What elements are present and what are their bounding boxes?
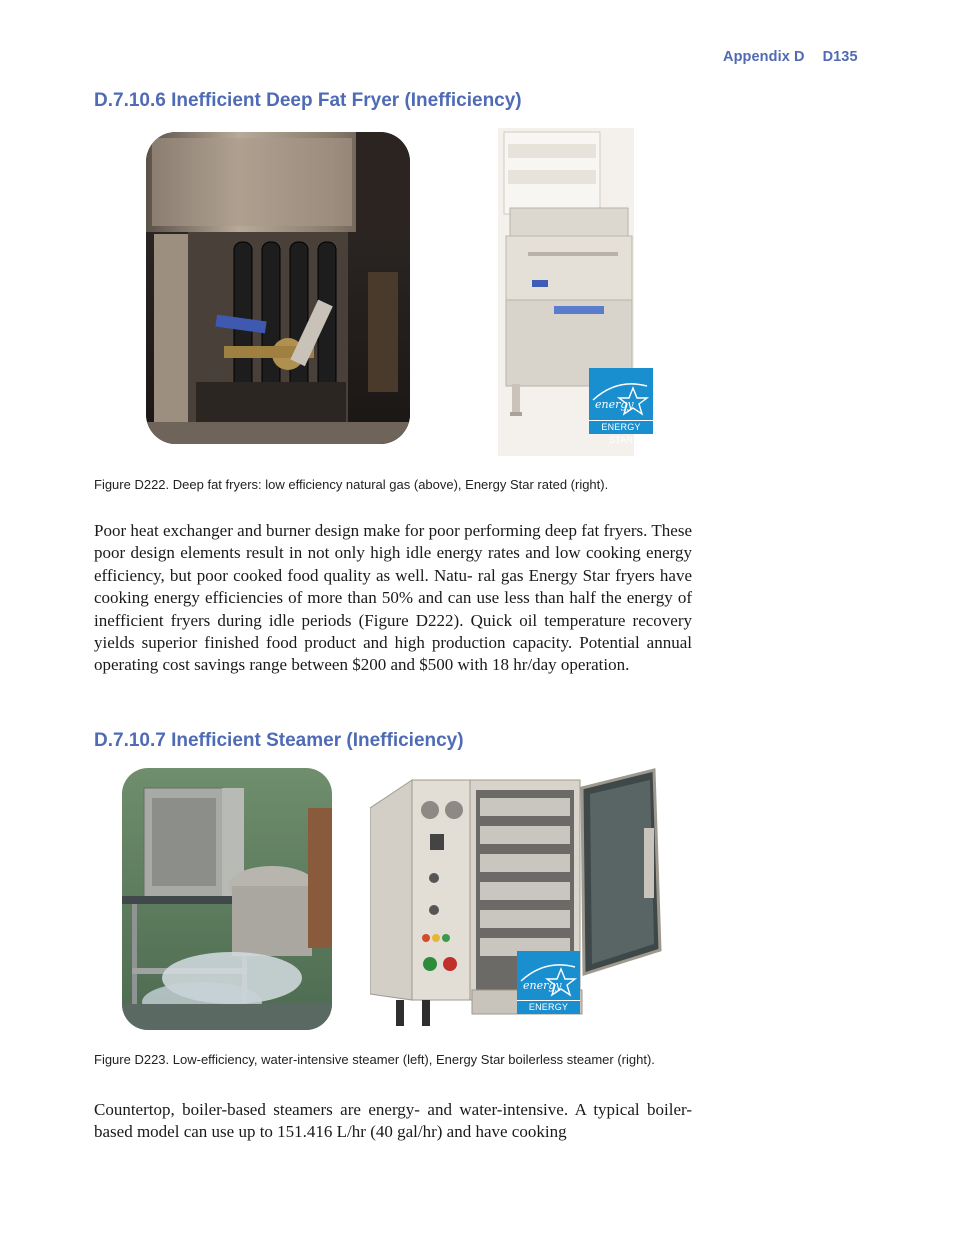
energy-star-badge-steamer	[517, 951, 580, 1025]
energy-star-badge	[589, 368, 653, 445]
page-number: D135	[822, 49, 858, 65]
energy-star-logo-icon	[517, 951, 580, 1001]
section-heading-steamer: D.7.10.7 Inefficient Steamer (Inefficiency)	[94, 730, 464, 751]
energy-star-label: ENERGY STAR	[517, 1000, 580, 1014]
figure-caption-d222: Figure D222. Deep fat fryers: low efficiency natural gas (above), Energy Star rated (right).	[94, 477, 609, 492]
energy-star-script: energy	[595, 398, 634, 411]
appendix-label: Appendix D	[723, 49, 805, 65]
section-heading-fryer: D.7.10.6 Inefficient Deep Fat Fryer (Inefficiency)	[94, 90, 522, 111]
energy-star-logo-icon	[589, 368, 653, 421]
running-head	[723, 49, 858, 65]
old-steamer-photo	[122, 768, 332, 1030]
steamer-paragraph: Countertop, boiler-based steamers are energy- and water-intensive. A typical boiler-based model can use up to 151.416 L/hr (40 gal/hr) and have cooking	[94, 1100, 692, 1142]
energy-star-label: ENERGY STAR	[589, 420, 653, 434]
energy-star-script: energy	[523, 979, 562, 992]
fryer-paragraph: Poor heat exchanger and burner design make for poor performing deep fat fryers. These poor design elements result in not only high idle energy rates and low cooking energy efficiency, but poor cooked food quality as well. Natu- ral gas Energy Star fryers have cooking energy efficiencies of more than 50% and can use less than half the energy of inefficient fryers during idle periods (Figure D222). Quick oil temperature recovery yields superior finished food product and high production capacity. Potential annual operating cost savings range between $200 and $500 with 18 hr/day operation.	[94, 521, 692, 675]
old-fryer-photo	[146, 132, 410, 444]
figure-caption-d223: Figure D223. Low-efficiency, water-intensive steamer (left), Energy Star boilerless steamer (right).	[94, 1052, 655, 1067]
